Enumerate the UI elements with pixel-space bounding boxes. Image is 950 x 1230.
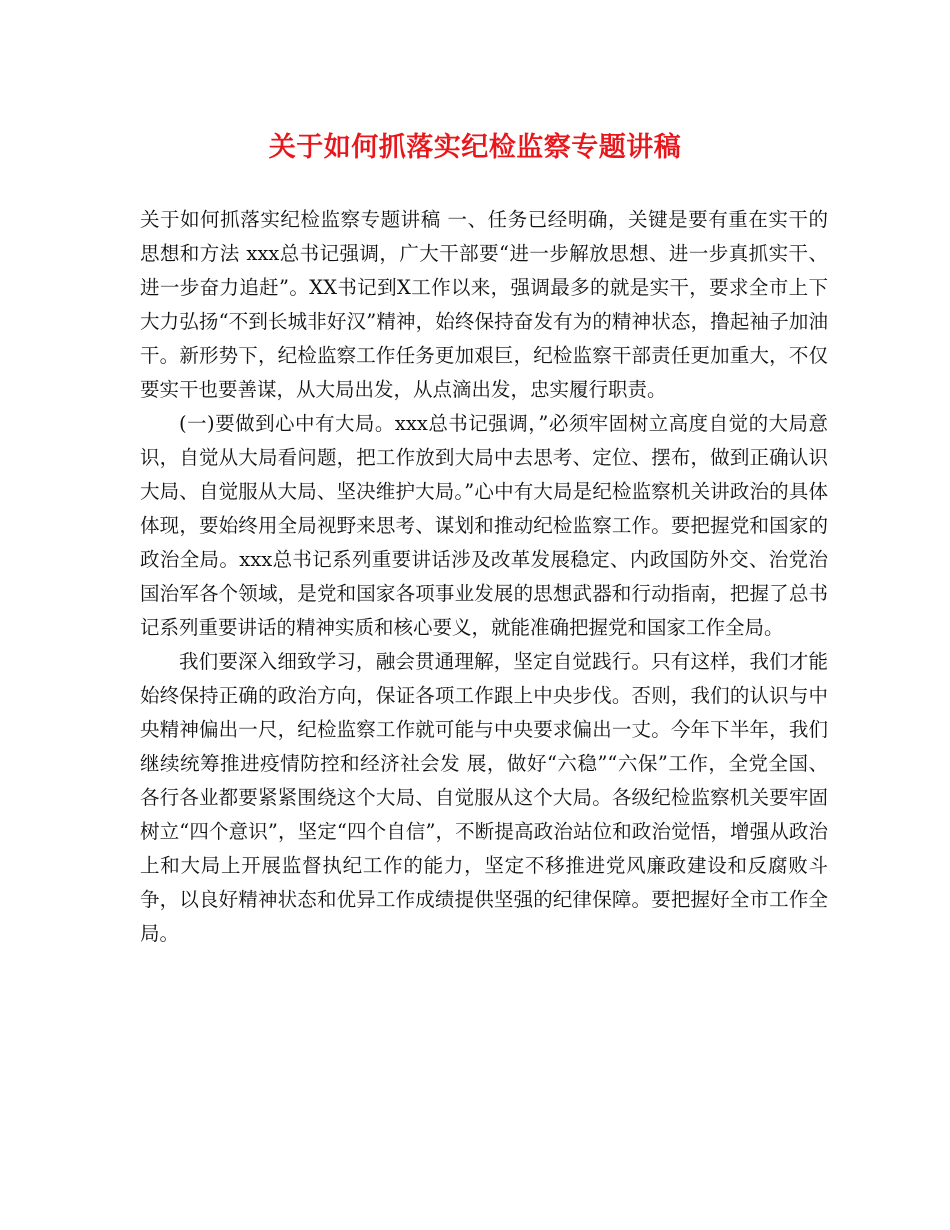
paragraph-section-two: 我们要深入细致学习，融会贯通理解，坚定自觉践行。只有这样，我们才能始终保持正确的政治方向，保证各项工作跟上中央步伐。否则，我们的认识与中央精神偏出一尺，纪检监察工作就可能与中央要求偏出一丈。今年下半年，我们继续统筹推进疫情防控和经济社会发 展，做好“六稳”“六保”工作，全党全国、各行各业都要紧紧围绕这个大局、自觉服从这个大局。各级纪检监察机关要牢固树立“四个意识”，坚定“四个自信”，不断提高政治站位和政治觉悟，增强从政治上和大局上开展监督执纪工作的能力，坚定不移推进党风廉政建设和反腐败斗争，以良好精神状态和优异工作成绩提供坚强的纪律保障。要把握好全市工作全局。 [140, 650, 828, 945]
document-body [140, 203, 828, 951]
document-title: 关于如何抓落实纪检监察专题讲稿 [268, 132, 682, 163]
paragraph-intro: 关于如何抓落实纪检监察专题讲稿 一、任务已经明确，关键是要有重在实干的思想和方法 xxx总书记强调，广大干部要“进一步解放思想、进一步真抓实干、进一步奋力追赶”。XX书记到X工作以来，强调最多的就是实干，要求全市上下大力弘扬“不到长城非好汉”精神，始终保持奋发有为的精神状态，撸起袖子加油干。新形势下，纪检监察工作任务更加艰巨，纪检监察干部责任更加重大，不仅要实干也要善谋，从大局出发，从点滴出发，忠实履行职责。 [140, 208, 828, 401]
paragraph-section-one: (一)要做到心中有大局。xxx总书记强调，”必须牢固树立高度自觉的大局意识，自觉从大局看问题，把工作放到大局中去思考、定位、摆布，做到正确认识大局、自觉服从大局、坚决维护大局。”心中有大局是纪检监察机关讲政治的具体体现，要始终用全局视野来思考、谋划和推动纪检监察工作。要把握党和国家的政治全局。xxx总书记系列重要讲话涉及改革发展稳定、内政国防外交、治党治国治军各个领域，是党和国家各项事业发展的思想武器和行动指南，把握了总书记系列重要讲话的精神实质和核心要义，就能准确把握党和国家工作全局。 [140, 412, 828, 639]
